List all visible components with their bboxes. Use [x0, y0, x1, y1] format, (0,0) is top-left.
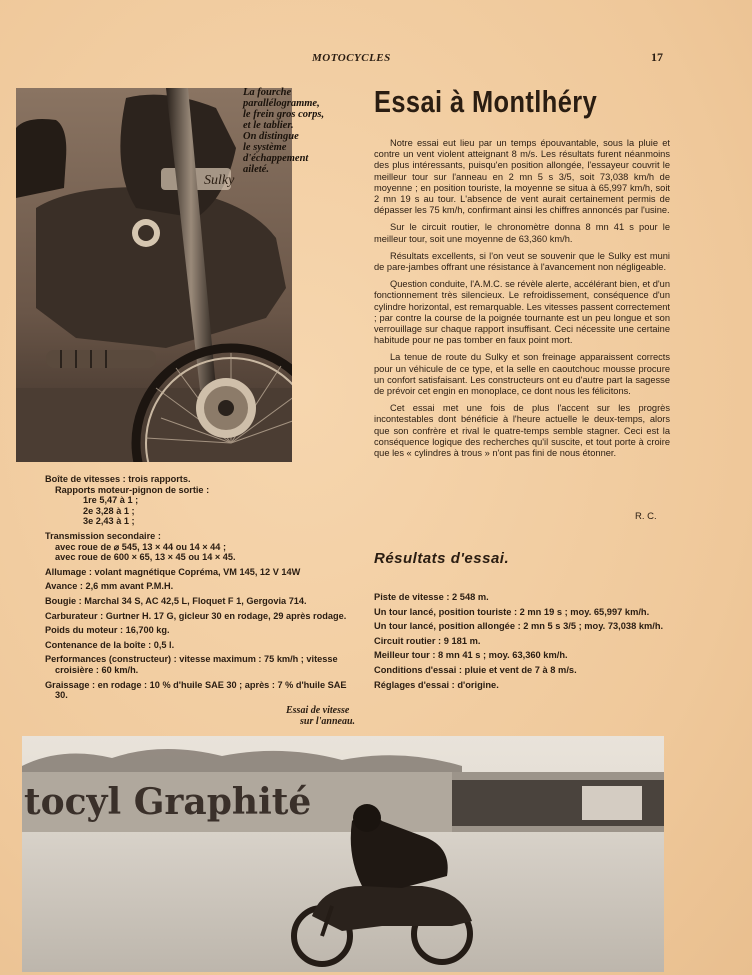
spec-ratio: 3e 2,43 à 1 ;	[83, 516, 135, 527]
result-line: Conditions d'essai : pluie et vent de 7 à 8 m/s.	[374, 664, 577, 675]
caption-line: et le tablier.	[243, 120, 294, 131]
result-line: Meilleur tour : 8 mn 41 s ; moy. 63,360 km/h.	[374, 650, 568, 661]
spec-box-capacity: Contenance de la boîte : 0,5 l.	[45, 639, 175, 650]
caption-line: La fourche	[243, 87, 292, 98]
article-paragraph: Cet essai met une fois de plus l'accent sur les progrès incontestables dont bénéficie à l'heure actuelle le deux-temps, alors que son confrère et rival le quatre-temps semble stagner. Ceci est la conséquence logique des recherches qu'il suscite, et tout porte à croire que les « cylindres à trous » n'ont pas fini de nous étonner.	[374, 403, 670, 459]
spec-ratios-heading: Rapports moteur-pignon de sortie :	[55, 484, 210, 495]
result-line: Piste de vitesse : 2 548 m.	[374, 592, 489, 602]
article-paragraph: Question conduite, l'A.M.C. se révèle alerte, accélérant bien, et d'un fonctionnement très silencieux. Le refroidissement, conséquence d'un cylindre horizontal, est remarquable. Les vitesses passent correctement ; par contre la course de la poignée tournante est un peu longue et son verrouillage sur chaque rapport insuffisant. Ceci nécessite une certaine habitude pour ne pas tomber en faux point mort.	[374, 279, 670, 346]
article-paragraph: Résultats excellents, si l'on veut se souvenir que le Sulky est muni de pare-jambes offrant une résistance à l'avancement non négligeable.	[374, 250, 670, 273]
caption-line: d'échappement	[243, 153, 309, 164]
spec-lubrication: Graissage : en rodage : 10 % d'huile SAE 30 ; après : 7 % d'huile SAE 30.	[45, 679, 347, 701]
caption-line: le frein gros corps,	[243, 109, 325, 120]
spec-transmission-heading: Transmission secondaire :	[45, 530, 161, 541]
author-signature: R. C.	[635, 511, 657, 522]
sulky-badge: Sulky	[204, 173, 235, 188]
result-line: Circuit routier : 9 181 m.	[374, 635, 481, 646]
results-title: Résultats d'essai.	[374, 550, 510, 567]
article-body	[374, 138, 670, 465]
caption-line: sur l'anneau.	[300, 716, 356, 727]
fork-photo-caption	[243, 87, 353, 175]
caption-line: Essai de vitesse	[286, 705, 350, 716]
billboard-text: tocyl Graphité	[24, 781, 312, 823]
result-line: Un tour lancé, position allongée : 2 mn 5 s 3/5 ; moy. 73,038 km/h.	[374, 621, 664, 632]
spec-gearbox: Boîte de vitesses : trois rapports.	[45, 474, 191, 484]
track-photo	[22, 736, 664, 972]
caption-line: le système	[243, 142, 287, 153]
caption-line: aileté.	[243, 164, 269, 175]
page-number: 17	[651, 50, 663, 64]
article-paragraph: Notre essai eut lieu par un temps épouvantable, sous la pluie et contre un vent violent atteignant 8 m/s. Les résultats furent néanmoins des plus intéressants, puisqu'en position allongée, l'essayeur couvrit le meilleur tour sur l'anneau en 2 mn 5 s 3/5, soit 73,038 km/h de moyenne ; en position touriste, la moyenne se situa à 65,997 km/h, soit 2 mn 19 s au tour. L'absence de vent aurait certainement permis de dépasser les 75 km/h, confirmant ainsi les chiffres annoncés par l'usine.	[374, 138, 670, 216]
spec-engine-weight: Poids du moteur : 16,700 kg.	[45, 625, 170, 636]
result-line: Un tour lancé, position touriste : 2 mn 19 s ; moy. 65,997 km/h.	[374, 606, 650, 617]
track-photo-image	[22, 736, 664, 972]
spec-carburetor: Carburateur : Gurtner H. 17 G, gicleur 30 en rodage, 29 après rodage.	[45, 610, 347, 621]
spec-transmission-line: avec roue de ⌀ 545, 13 × 44 ou 14 × 44 ;	[55, 541, 227, 552]
article-title: Essai à Montlhéry	[374, 84, 598, 119]
article-paragraph: Sur le circuit routier, le chronomètre donna 8 mn 41 s pour le meilleur tour, soit une moyenne de 63,360 km/h.	[374, 222, 670, 244]
spec-spark-plug: Bougie : Marchal 34 S, AC 42,5 L, Floquet F 1, Gergovia 714.	[45, 595, 307, 606]
caption-line: On distingue	[243, 131, 299, 142]
spec-ratio: 1re 5,47 à 1 ;	[83, 495, 139, 506]
results-list	[374, 590, 674, 692]
spec-ratio: 2e 3,28 à 1 ;	[83, 505, 135, 516]
technical-specs	[45, 474, 355, 705]
spec-advance: Avance : 2,6 mm avant P.M.H.	[45, 581, 174, 592]
track-photo-caption	[286, 705, 386, 727]
spec-ignition: Allumage : volant magnétique Copréma, VM 145, 12 V 14W	[45, 566, 301, 577]
section-header: MOTOCYCLES	[312, 52, 391, 64]
result-line: Réglages d'essai : d'origine.	[374, 679, 499, 690]
article-paragraph: La tenue de route du Sulky et son freinage apparaissent corrects pour un véhicule de ce type, et la selle en caoutchouc mousse procure un confort satisfaisant. Les constructeurs ont eu d'autre part la sagesse de prévoir cet engin en monoplace, ce dont nous les félicitons.	[374, 352, 670, 397]
spec-performance: Performances (constructeur) : vitesse maximum : 75 km/h ; vitesse croisière : 60 km/h.	[45, 654, 338, 675]
spec-transmission-line: avec roue de 600 × 65, 13 × 45 ou 14 × 45.	[55, 552, 236, 563]
caption-line: parallélogramme,	[243, 98, 320, 109]
